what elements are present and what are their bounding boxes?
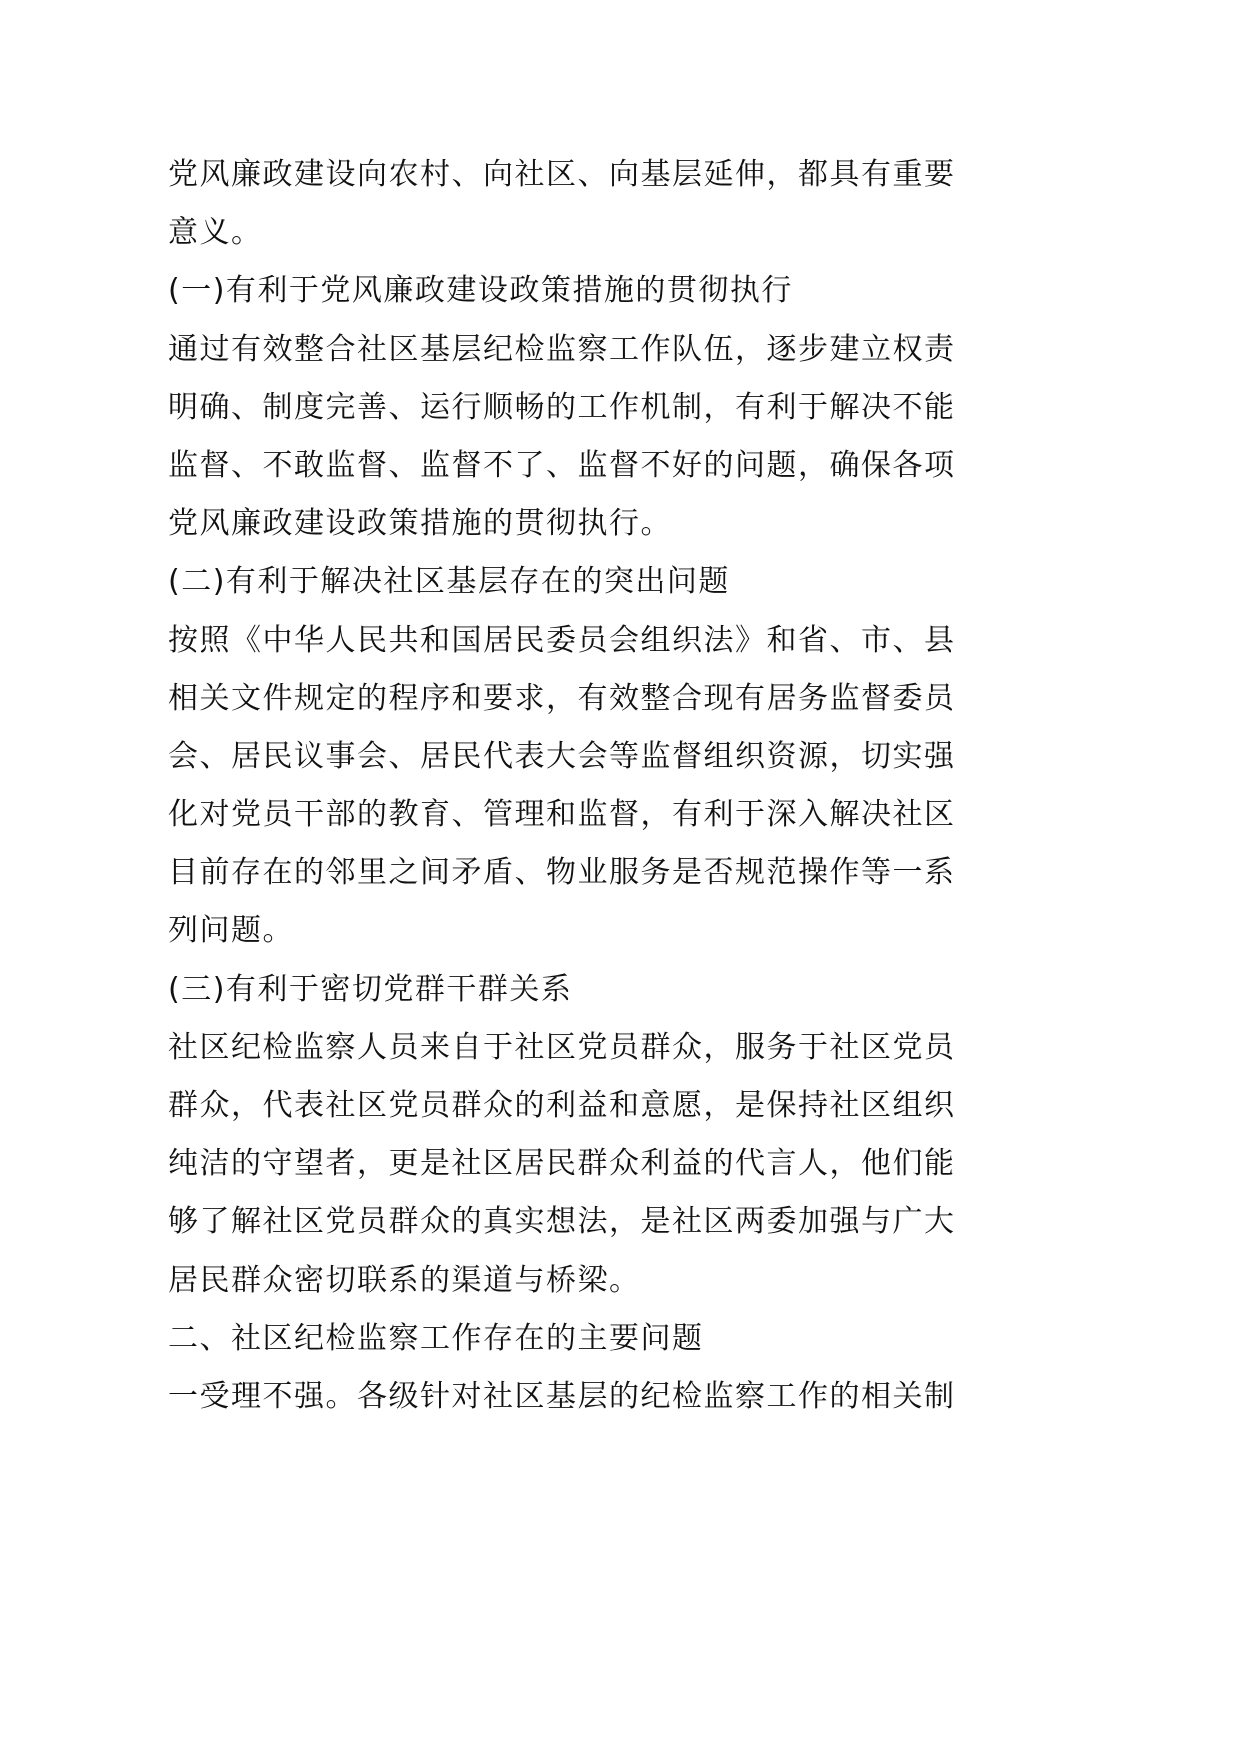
paragraph-line: 化对党员干部的教育、管理和监督，有利于深入解决社区 (168, 797, 956, 833)
paragraph-line: 党风廉政建设政策措施的贯彻执行。 (168, 506, 672, 542)
paragraph-line: 纯洁的守望者，更是社区居民群众利益的代言人，他们能 (168, 1146, 956, 1182)
paragraph-line: 一受理不强。各级针对社区基层的纪检监察工作的相关制 (168, 1378, 956, 1414)
paragraph-line: 意义。 (168, 215, 263, 251)
section-heading: 二、社区纪检监察工作存在的主要问题 (168, 1320, 704, 1356)
document-body (168, 146, 958, 1426)
paragraph-line: 监督、不敢监督、监督不了、监督不好的问题，确保各项 (168, 447, 956, 483)
paragraph-line: 列问题。 (168, 913, 294, 949)
paragraph-line: 按照《中华人民共和国居民委员会组织法》和省、市、县 (168, 622, 956, 658)
paragraph-line: 会、居民议事会、居民代表大会等监督组织资源，切实强 (168, 738, 956, 774)
paragraph-line: 党风廉政建设向农村、向社区、向基层延伸，都具有重要 (168, 157, 956, 192)
paragraph-line: 相关文件规定的程序和要求，有效整合现有居务监督委员 (168, 680, 956, 716)
paragraph-line: 目前存在的邻里之间矛盾、物业服务是否规范操作等一系 (168, 855, 956, 891)
section-heading: (一)有利于党风廉政建设政策措施的贯彻执行 (168, 273, 793, 309)
paragraph-line: 社区纪检监察人员来自于社区党员群众，服务于社区党员 (168, 1029, 956, 1065)
paragraph-line: 够了解社区党员群众的真实想法，是社区两委加强与广大 (168, 1204, 956, 1240)
paragraph-line: 群众，代表社区党员群众的利益和意愿，是保持社区组织 (168, 1088, 956, 1123)
section-heading: (二)有利于解决社区基层存在的突出问题 (168, 564, 730, 600)
paragraph-line: 通过有效整合社区基层纪检监察工作队伍，逐步建立权责 (168, 331, 956, 367)
paragraph-line: 明确、制度完善、运行顺畅的工作机制，有利于解决不能 (168, 389, 956, 425)
paragraph-line: 居民群众密切联系的渠道与桥梁。 (168, 1262, 641, 1298)
section-heading: (三)有利于密切党群干群关系 (168, 971, 573, 1007)
